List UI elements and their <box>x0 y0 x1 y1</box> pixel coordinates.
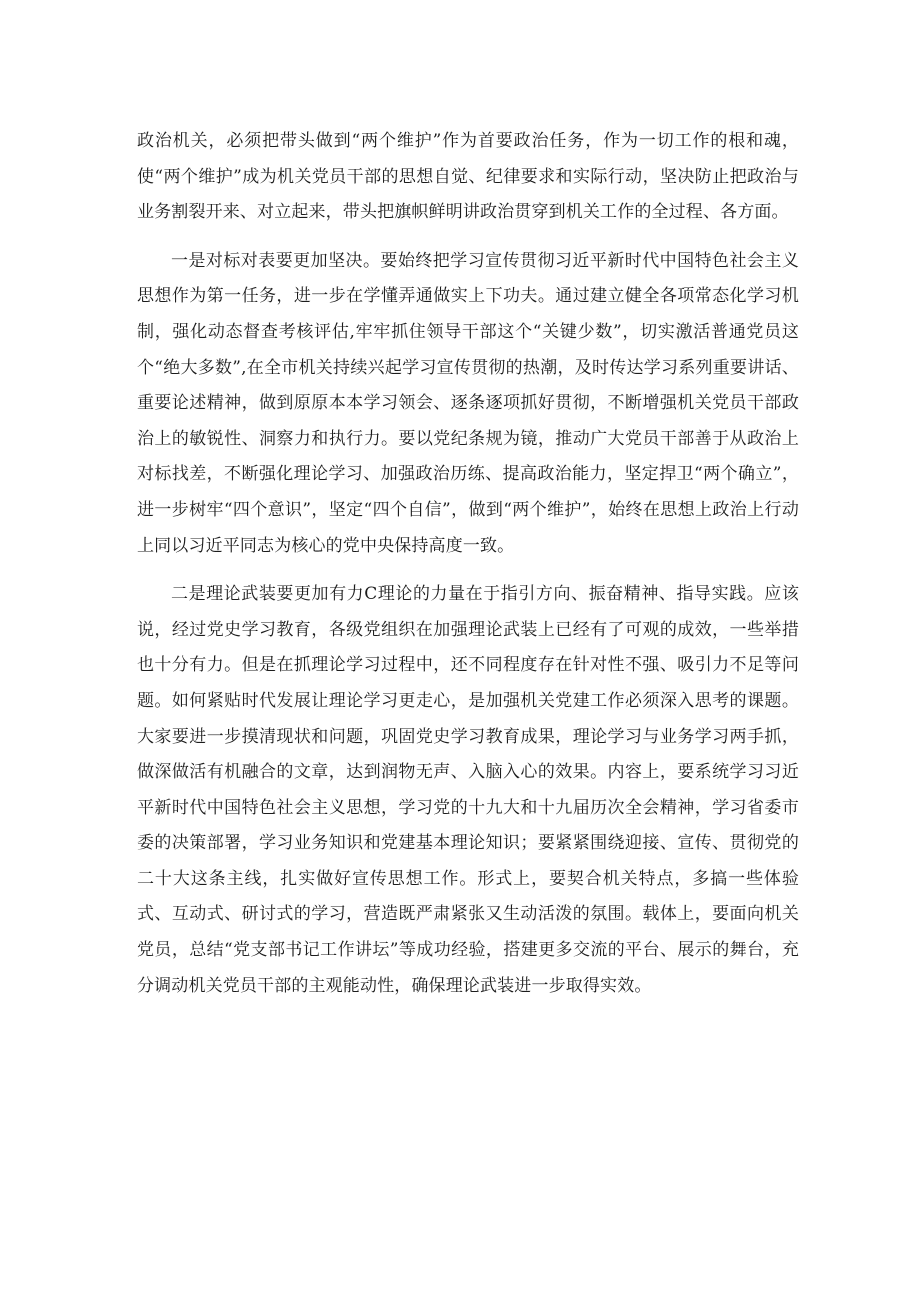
document-body <box>137 124 799 1004</box>
paragraph-theory-armament: 二是理论武装要更加有力C理论的力量在于指引方向、振奋精神、指导实践。应该说，经过党史学习教育，各级党组织在加强理论武装上已经有了可观的成效，一些举措也十分有力。但是在抓理论学习过程中，还不同程度存在针对性不强、吸引力不足等问题。如何紧贴时代发展让理论学习更走心，是加强机关党建工作必须深入思考的课题。大家要进一步摸清现状和问题，巩固党史学习教育成果，理论学习与业务学习两手抓，做深做活有机融合的文章，达到润物无声、入脑入心的效果。内容上，要系统学习习近平新时代中国特色社会主义思想，学习党的十九大和十九届历次全会精神，学习省委市委的决策部署，学习业务知识和党建基本理论知识；要紧紧围绕迎接、宣传、贯彻党的二十大这条主线，扎实做好宣传思想工作。形式上，要契合机关特点，多搞一些体验式、互动式、研讨式的学习，营造既严肃紧张又生动活泼的氛围。载体上，要面向机关党员，总结“党支部书记工作讲坛”等成功经验，搭建更多交流的平台、展示的舞台，充分调动机关党员干部的主观能动性，确保理论武装进一步取得实效。 <box>137 584 799 996</box>
paragraph-benchmarking: 一是对标对表要更加坚决。要始终把学习宣传贯彻习近平新时代中国特色社会主义思想作为第一任务，进一步在学懂弄通做实上下功夫。通过建立健全各项常态化学习机制，强化动态督查考核评估,牢牢抓住领导干部这个“关键少数”，切实激活普通党员这个“绝大多数”,在全市机关持续兴起学习宣传贯彻的热潮，及时传达学习系列重要讲话、重要论述精神，做到原原本本学习领会、逐条逐项抓好贯彻，不断增强机关党员干部政治上的敏锐性、洞察力和执行力。要以党纪条规为镜，推动广大党员干部善于从政治上对标找差，不断强化理论学习、加强政治历练、提高政治能力，坚定捍卫“两个确立”，进一步树牢“四个意识”，坚定“四个自信”，做到“两个维护”，始终在思想上政治上行动上同以习近平同志为核心的党中央保持高度一致。 <box>137 250 799 556</box>
paragraph-political-organ: 政治机关，必须把带头做到“两个维护”作为首要政治任务，作为一切工作的根和魂，使“两个维护”成为机关党员干部的思想自觉、纪律要求和实际行动，坚决防止把政治与业务割裂开来、对立起来，带头把旗帜鲜明讲政治贯穿到机关工作的全过程、各方面。 <box>137 131 799 223</box>
